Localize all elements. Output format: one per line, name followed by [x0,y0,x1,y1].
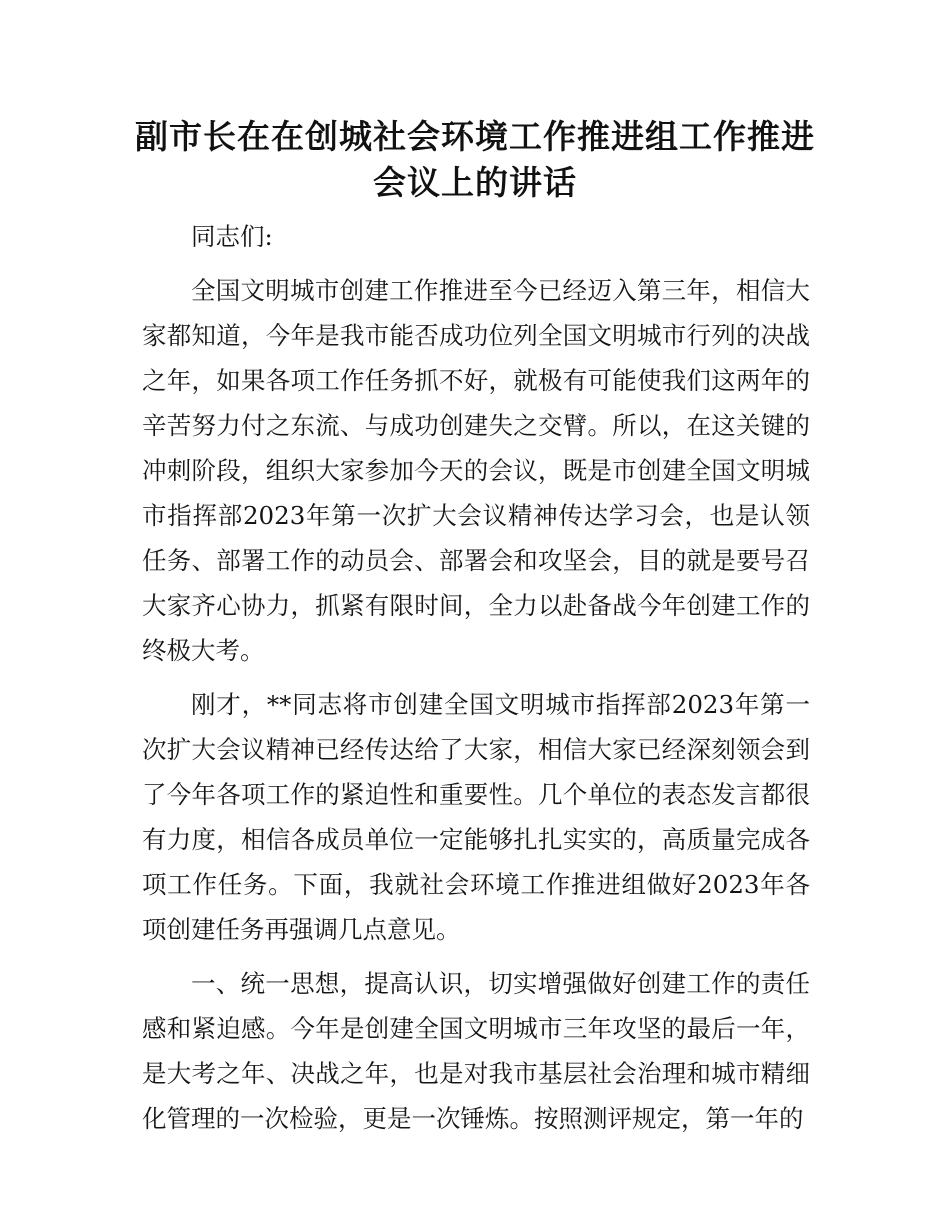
paragraph-3: 一、统一思想，提高认识，切实增强做好创建工作的责任感和紧迫感。今年是创建全国文明城市三年攻坚的最后一年，是大考之年、决战之年，也是对我市基层社会治理和城市精细化管理的一次检验，更是一次锤炼。按照测评规定，第一年的 [142,969,810,1133]
paragraph-2: 刚才，**同志将市创建全国文明城市指挥部2023年第一次扩大会议精神已经传达给了大家，相信大家已经深刻领会到了今年各项工作的紧迫性和重要性。几个单位的表态发言都很有力度，相信各成员单位一定能够扎扎实实的，高质量完成各项工作任务。下面，我就社会环境工作推进组做好2023年各项创建任务再强调几点意见。 [142,690,810,944]
salutation: 同志们: [191,222,273,251]
document-title: 副市长在在创城社会环境工作推进组工作推进会议上的讲话 [135,117,815,202]
paragraph-1: 全国文明城市创建工作推进至今已经迈入第三年，相信大家都知道，今年是我市能否成功位列全国文明城市行列的决战之年，如果各项工作任务抓不好，就极有可能使我们这两年的辛苦努力付之东流、与成功创建失之交臂。所以，在这关键的冲刺阶段，组织大家参加今天的会议，既是市创建全国文明城市指挥部2023年第一次扩大会议精神传达学习会，也是认领任务、部署工作的动员会、部署会和攻坚会，目的就是要号召大家齐心协力，抓紧有限时间，全力以赴备战今年创建工作的终极大考。 [142,276,810,665]
document-body [142,214,810,1150]
